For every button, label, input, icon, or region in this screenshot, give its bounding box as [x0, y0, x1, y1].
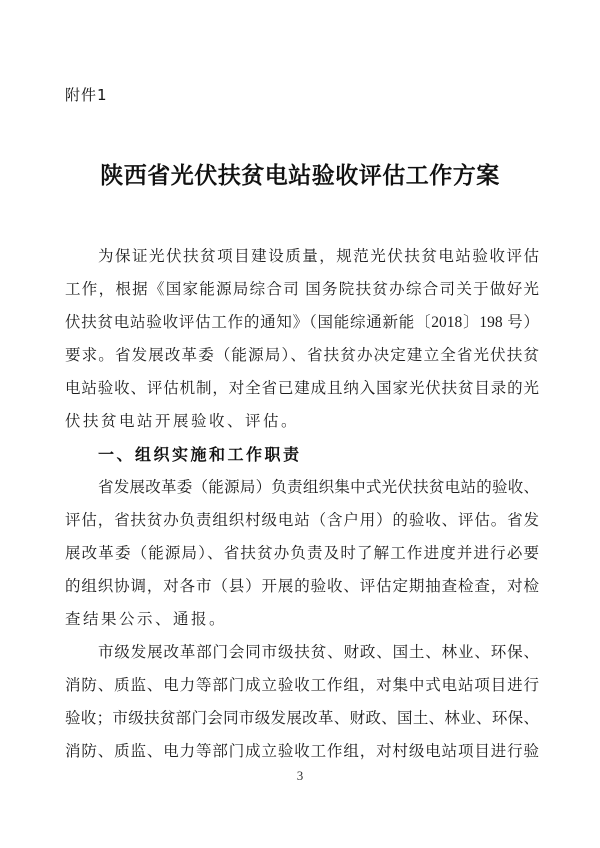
body-text-line: 的组织协调，对各市（县）开展的验收、评估定期抽查检查，对检 [65, 578, 539, 595]
body-text-line: 评估，省扶贫办负责组织村级电站（含户用）的验收、评估。省发 [65, 512, 539, 529]
page-number: 3 [296, 768, 304, 783]
document-title: 陕西省光伏扶贫电站验收评估工作方案 [100, 163, 500, 188]
body-text-line: 要求。省发展改革委（能源局）、省扶贫办决定建立全省光伏扶贫 [65, 347, 539, 364]
document-body [65, 240, 539, 768]
body-text-line: 电站验收、评估机制，对全省已建成且纳入国家光伏扶贫目录的光 [65, 380, 539, 397]
body-text-line: 消防、质监、电力等部门成立验收工作组，对集中式电站项目进行 [65, 677, 539, 694]
section-heading: 一、组织实施和工作职责 [98, 445, 302, 464]
body-text-line: 省发展改革委（能源局）负责组织集中式光伏扶贫电站的验收、 [98, 479, 539, 496]
body-text-line: 验收；市级扶贫部门会同市级发展改革、财政、国土、林业、环保、 [65, 710, 539, 727]
body-text-line: 展改革委（能源局）、省扶贫办负责及时了解工作进度并进行必要 [65, 545, 539, 562]
body-text-line: 工作，根据《国家能源局综合司 国务院扶贫办综合司关于做好光 [65, 281, 539, 298]
body-text-line: 伏扶贫电站验收评估工作的通知》（国能综通新能〔2018〕198 号） [65, 314, 539, 331]
body-text-line: 查结果公示、通报。 [65, 611, 228, 628]
body-text-line: 伏扶贫电站开展验收、评估。 [65, 413, 300, 430]
body-text-line: 为保证光伏扶贫项目建设质量，规范光伏扶贫电站验收评估 [98, 248, 539, 265]
body-text-line: 消防、质监、电力等部门成立验收工作组，对村级电站项目进行验 [65, 743, 539, 760]
attachment-label: 附件1 [65, 86, 108, 104]
body-text-line: 市级发展改革部门会同市级扶贫、财政、国土、林业、环保、 [98, 644, 539, 661]
